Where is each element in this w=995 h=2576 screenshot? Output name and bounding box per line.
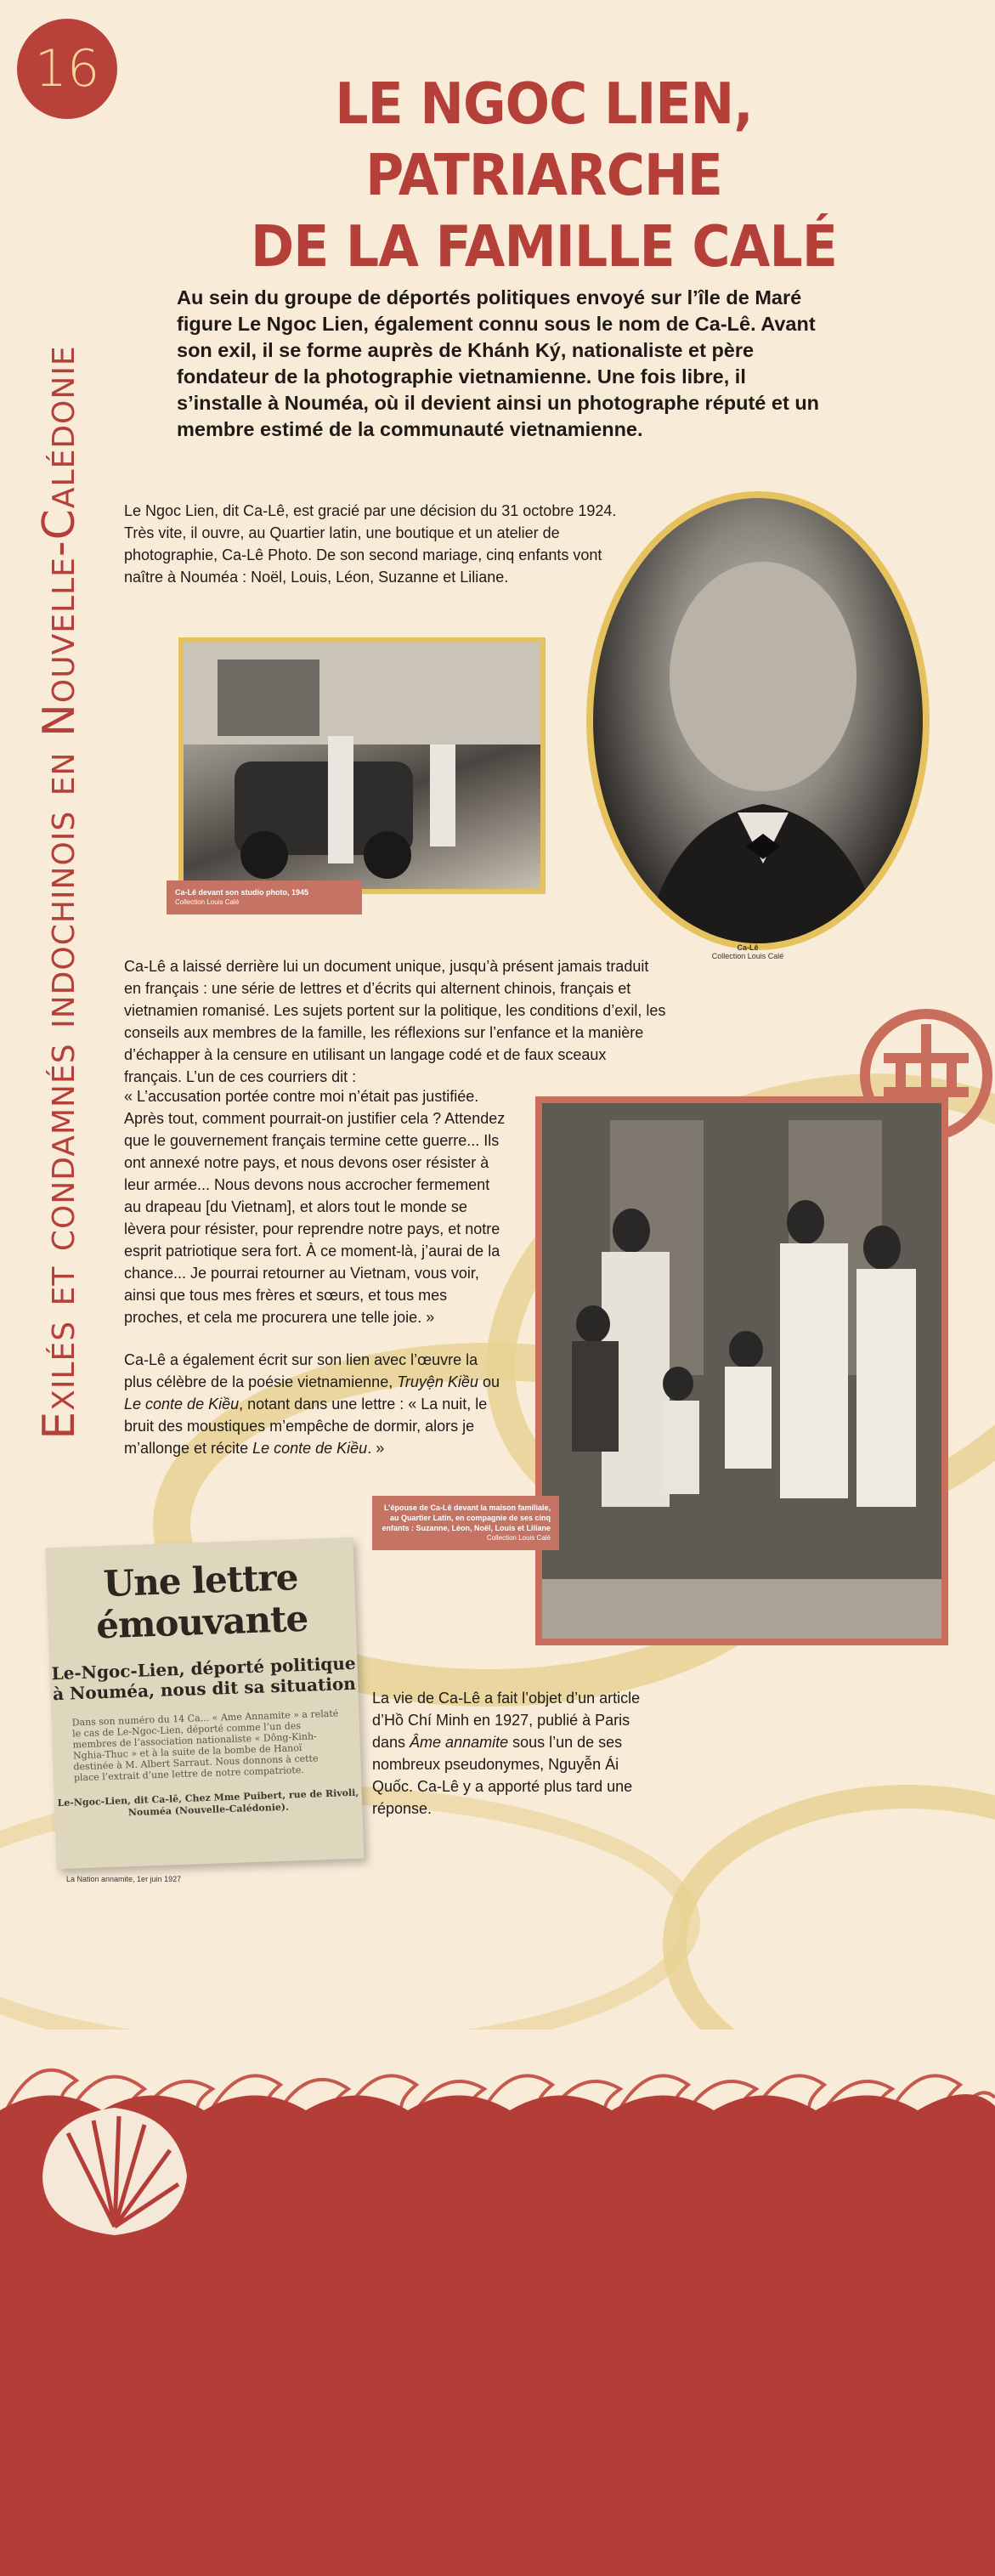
news-signature: Le-Ngoc-Lien, dit Ca-lê, Chez Mme Puibert, rue de Rivoli, Nouméa (Nouvelle-Calédonie). (57, 1786, 359, 1819)
caption-text: Ca-Lê devant son studio photo, 1945 (175, 888, 309, 897)
title-line: DE LA FAMILLE CALÉ (250, 213, 838, 280)
text-emphasis: Truyện Kiều (397, 1373, 478, 1390)
studio-photo-caption (167, 880, 362, 914)
portrait-caption (697, 943, 799, 960)
paragraph-letters: Ca-Lê a laissé derrière lui un document unique, jusqu’à présent jamais traduit en français : une série de lettres et d’écrits qui alternent chinois, français et vietnamien romanisé. Les sujets portent sur la politique, les conditions d’exil, les conseils aux membres de la famille, les réflexions sur l’enfance et la manière d’échapper à la censure en utilisant un langage codé et de faux sceaux français. L’un de ces courriers dit : (124, 958, 666, 1085)
newspaper-clipping (46, 1537, 365, 1869)
caption-credit: Collection Louis Calé (175, 898, 240, 906)
portrait-photo (586, 491, 930, 950)
portrait-silhouette (593, 498, 923, 943)
paragraph-kieu (124, 1349, 508, 1459)
text-emphasis: Âme annamite (410, 1734, 509, 1751)
portrait-credit: Collection Louis Calé (711, 952, 784, 960)
page-title (153, 68, 935, 282)
news-headline: Une lettre émouvante (95, 1556, 308, 1647)
news-body: Dans son numéro du 14 Ca... « Ame Annamite » a relaté le cas de Le-Ngoc-Lien, déporté comme l’un des membres de l’association nationaliste « Dông-Kinh-Nghia-Thuc » et à la suite de la bombe de Hanoï destinée à M. Albert Sarraut. Nous donnons à cette place l’extrait d’une lettre de notre compatriote. (71, 1707, 339, 1784)
family-photo-caption (372, 1496, 559, 1550)
text-run: sous l’un de ses nombreux pseudonymes, Nguyễn Ái Quốc. Ca-Lê y a apporté plus tard une réponse. (372, 1734, 633, 1817)
vertical-series-title: Exilés et condamnés indochinois en Nouvelle-Calédonie (34, 345, 85, 1440)
text-run: , notant dans une lettre : « La nuit, le bruit des moustiques m’empêche de dormir, alors je m’allonge et récite (124, 1396, 488, 1457)
text-run: . » (367, 1440, 385, 1457)
text-run: La vie de Ca-Lê a fait l’objet d’un article d’Hồ Chí Minh en 1927, publié à Paris dans (372, 1690, 641, 1751)
studio-scene (184, 643, 540, 889)
nautilus-shell-icon (34, 2099, 195, 2244)
portrait-caption-title: Ca-Lê (737, 943, 759, 952)
family-scene (542, 1103, 941, 1639)
text-run: Ca-Lê a également écrit sur son lien avec l’œuvre la plus célèbre de la poésie vietnamienne, (124, 1351, 478, 1390)
intro-paragraph: Au sein du groupe de déportés politiques envoyé sur l’île de Maré figure Le Ngoc Lien, également connu sous le nom de Ca-Lê. Avant son exil, il se forme auprès de Khánh Ký, nationaliste et père fondateur de la photographie vietnamienne. Une fois libre, il s’installe à Nouméa, où il devient ainsi un photographe réputé et un membre estimé de la communauté vietnamienne. (177, 286, 820, 440)
paragraph-ho-chi-minh (372, 1687, 646, 1820)
caption-text: L’épouse de Ca-Lê devant la maison familiale, au Quartier Latin, en compagnie de ses cinq enfants : Suzanne, Léon, Noël, Louis et Liliane (382, 1503, 551, 1532)
paragraph-pardon: Le Ngoc Lien, dit Ca-Lê, est gracié par une décision du 31 octobre 1924. Très vite, il ouvre, au Quartier latin, une boutique et un atelier de photographie, Ca-Lê Photo. De son second mariage, cinq enfants vont naître à Nouméa : Noël, Louis, Léon, Suzanne et Liliane. (124, 502, 617, 586)
news-subheadline: Le-Ngoc-Lien, déporté politique à Nouméa, nous dit sa situation (51, 1652, 357, 1705)
news-credit: La Nation annamite, 1er juin 1927 (66, 1875, 182, 1883)
studio-photo (178, 637, 546, 894)
panel-number-badge: 16 (17, 19, 117, 119)
text-emphasis: Le conte de Kiều (124, 1396, 240, 1413)
letter-quote: « L’accusation portée contre moi n’était pas justifiée. Après tout, comment pourrait-on justifier cela ? Attendez que le gouvernement français termine cette guerre... Ils ont annexé notre pays, et nous devons oser résister à leur armée... Nous devons nous accrocher fermement au drapeau [du Vietnam], et alors tout le monde se lèvera pour résister, pour reprendre notre pays, et notre esprit patriotique sera fort. À ce moment-là, j’aurai de la chance... Je pourrai retourner au Vietnam, vous voir, ainsi que tous mes frères et sœurs, et tous mes proches, et cela me procurera une telle joie. » (124, 1088, 506, 1326)
title-line: LE NGOC LIEN, PATRIARCHE (335, 71, 753, 208)
text-run: ou (478, 1373, 500, 1390)
family-photo (535, 1096, 948, 1645)
caption-credit: Collection Louis Calé (486, 1534, 551, 1542)
text-emphasis: Le conte de Kiều (252, 1440, 368, 1457)
